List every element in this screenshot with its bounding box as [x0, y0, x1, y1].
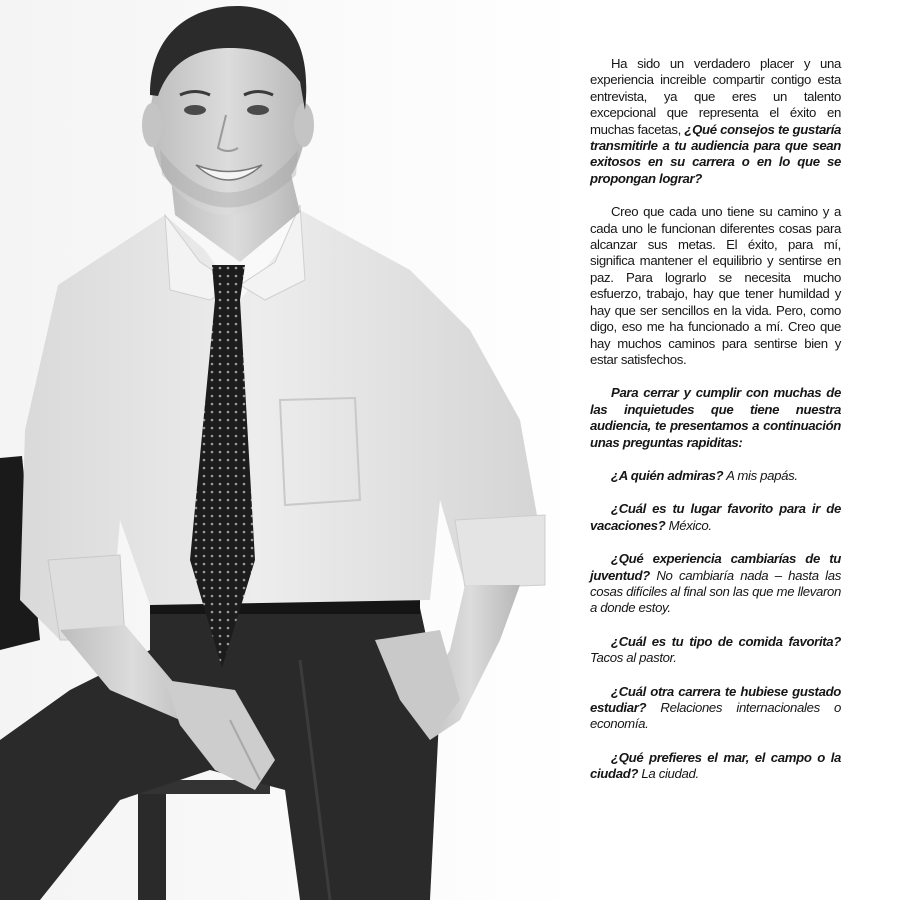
quick-question: ¿Cuál es tu lugar favorito para ir de vacaciones?	[590, 501, 841, 533]
quick-answer: No cambiaría nada – hasta las cosas difíciles al final son las que me llevaron a donde estoy.	[590, 567, 841, 616]
quick-question-item	[590, 634, 841, 667]
quick-answer: México.	[665, 517, 712, 533]
chair-leg	[138, 790, 166, 900]
quick-question-item	[590, 551, 841, 617]
quick-question: ¿A quién admiras?	[611, 467, 724, 483]
quick-question-item	[590, 468, 841, 484]
intro-paragraph	[590, 56, 841, 187]
interview-text	[590, 56, 841, 800]
quick-question-item	[590, 684, 841, 733]
answer-paragraph: Creo que cada uno tiene su camino y a cada uno le funcionan diferentes cosas para alcanzar sus metas. El éxito, para mí, significa mantener el equilibrio y sentirse en paz. Para lograrlo se necesita mucho esfuerzo, trabajo, hay que tener humildad y hay que ser sencillos en la vida. Pero, como digo, eso me ha funcionado a mí. Creo que hay muchos caminos para sentirse bien y estar satisfechos.	[590, 204, 841, 367]
quick-answer: La ciudad.	[638, 766, 699, 782]
intro-plain-text: Ha sido un verdadero placer y una experiencia increible compartir contigo esta entrevista, ya que eres un talento excepcional que representa el éxito en muchas facetas,	[590, 56, 841, 137]
quick-question-item	[590, 501, 841, 534]
quick-question: ¿Qué experiencia cambiarías de tu juventud?	[590, 551, 841, 583]
quick-question: ¿Cuál es tu tipo de comida favorita?	[611, 633, 841, 649]
quick-answer: A mis papás.	[723, 467, 798, 483]
quick-answer: Relaciones internacionales o economía.	[590, 700, 841, 732]
closing-question: Para cerrar y cumplir con muchas de las inquietudes que tiene nuestra audiencia, te presentamos a continuación unas preguntas rapiditas:	[590, 385, 841, 450]
intro-question: ¿Qué consejos te gustaría transmitirle a tu audiencia para que sean exitosos en su carrera o en lo que se propongan lograr?	[590, 121, 842, 186]
quick-question-item	[590, 750, 841, 783]
quick-question: ¿Cuál otra carrera te hubiese gustado estudiar?	[590, 683, 841, 715]
quick-question: ¿Qué prefieres el mar, el campo o la ciudad?	[590, 749, 841, 782]
quick-answer: Tacos al pastor.	[590, 650, 677, 666]
